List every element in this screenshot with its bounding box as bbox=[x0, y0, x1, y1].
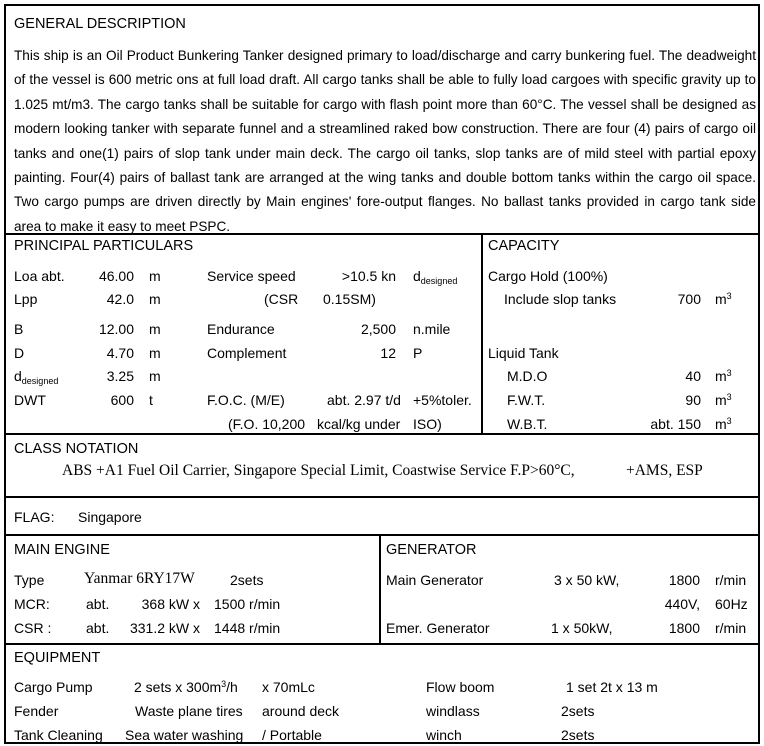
emergency-generator-output: 1 x 50kW, bbox=[551, 620, 613, 636]
emergency-generator-speed-unit: r/min bbox=[715, 620, 747, 636]
main-generator-output: 3 x 50 kW, bbox=[554, 572, 620, 588]
slop-tanks-unit: $m^3$ bbox=[715, 291, 732, 307]
mcr-label: MCR: bbox=[14, 596, 50, 612]
wbt-value: abt. 150 bbox=[650, 416, 701, 432]
lpp-value: 42.0 bbox=[106, 291, 134, 307]
wbt-unit: $m^3$ bbox=[715, 416, 732, 432]
breadth-unit: m bbox=[149, 321, 161, 337]
engine-type-label: Type bbox=[14, 572, 45, 588]
class-notation-extra: +AMS, ESP bbox=[626, 462, 703, 479]
emergency-generator-label: Emer. Generator bbox=[386, 620, 490, 636]
fwt-unit: $m^3$ bbox=[715, 392, 732, 408]
loa-label: Loa abt. bbox=[14, 268, 65, 284]
fo-calorific-b: kcal/kg under bbox=[317, 416, 401, 432]
cargo-pump-head: x 70mLc bbox=[262, 679, 315, 695]
mcr-power: 368 kW x bbox=[141, 596, 200, 612]
cargo-pump-spec: 2 sets x $300m^3/h$ bbox=[134, 679, 238, 695]
depth-label: D bbox=[14, 345, 25, 361]
mdo-unit: $m^3$ bbox=[715, 368, 732, 384]
generator-voltage: 440V, bbox=[664, 596, 700, 612]
breadth-value: 12.00 bbox=[98, 321, 134, 337]
endurance-value: 2,500 bbox=[360, 321, 396, 337]
tank-cleaning-type: / Portable bbox=[262, 727, 322, 743]
service-speed-condition: $d_{designed}$ bbox=[413, 268, 458, 286]
foc-label: F.O.C. (M/E) bbox=[207, 392, 285, 408]
main-generator-label: Main Generator bbox=[386, 572, 484, 588]
fwt-label: F.W.T. bbox=[507, 392, 546, 408]
divider bbox=[6, 643, 758, 645]
main-generator-speed: 1800 bbox=[668, 572, 700, 588]
flag-value: Singapore bbox=[78, 509, 142, 525]
mcr-speed: 1500 r/min bbox=[214, 596, 281, 612]
cargo-pump-label: Cargo Pump bbox=[14, 679, 93, 695]
mdo-label: M.D.O bbox=[507, 368, 548, 384]
csr-open: (CSR bbox=[264, 291, 299, 307]
divider bbox=[6, 534, 758, 536]
draft-label: $d_{designed}$ bbox=[14, 368, 59, 386]
slop-tanks-label: Include slop tanks bbox=[504, 291, 617, 307]
draft-unit: m bbox=[149, 368, 161, 384]
spec-sheet bbox=[4, 4, 760, 744]
csr-abt: abt. bbox=[86, 620, 110, 636]
flag-label: FLAG: bbox=[14, 509, 55, 525]
csr-power: 331.2 kW x bbox=[129, 620, 200, 636]
endurance-label: Endurance bbox=[207, 321, 275, 337]
csr-speed: 1448 r/min bbox=[214, 620, 281, 636]
fo-calorific-c: ISO) bbox=[413, 416, 442, 432]
dwt-label: DWT bbox=[14, 392, 46, 408]
dwt-unit: t bbox=[149, 392, 153, 408]
foc-value: abt. 2.97 t/d bbox=[327, 392, 401, 408]
complement-value: 12 bbox=[380, 345, 396, 361]
engine-quantity: 2sets bbox=[230, 572, 264, 588]
class-notation-text: ABS +A1 Fuel Oil Carrier, Singapore Special Limit, Coastwise Service F.P>60°C, bbox=[62, 462, 575, 479]
general-description-text: This ship is an Oil Product Bunkering Tanker designed primary to load/discharge and carry bunkering fuel. The deadweight of the vessel is 600 metric ons at full load draft. All cargo tanks shall be able to fully load cargoes with specific gravity up to 1.025 mt/m3. The cargo tanks shall be suitable for cargo with flash point more than 60°C. The vessel shall be designed as modern looking tanker with separate funnel and a streamlined raked bow construction. There are four (4) pairs of cargo oil tanks and one(1) pairs of slop tank under main deck. The cargo oil tanks, slop tanks are of mild steel with partial epoxy painting. Four(4) pairs of ballast tank are arranged at the wing tanks and double bottom tanks within the cargo oil space. Two cargo pumps are driven directly by Main engines' fore-output flanges. No ballast tanks provided in cargo tank side area to make it easy to meet PSPC. bbox=[14, 48, 756, 234]
divider bbox=[481, 233, 483, 433]
windlass-quantity: 2sets bbox=[561, 703, 595, 719]
mdo-value: 40 bbox=[685, 368, 701, 384]
winch-label: winch bbox=[426, 727, 462, 743]
equipment-title: EQUIPMENT bbox=[14, 650, 101, 666]
csr-label: CSR : bbox=[14, 620, 52, 636]
slop-tanks-value: 700 bbox=[677, 291, 701, 307]
generator-frequency: 60Hz bbox=[715, 596, 748, 612]
csr-value: 0.15SM) bbox=[323, 291, 376, 307]
wbt-label: W.B.T. bbox=[507, 416, 548, 432]
fo-calorific-a: (F.O. 10,200 bbox=[228, 416, 306, 432]
flow-boom-label: Flow boom bbox=[426, 679, 495, 695]
tank-cleaning-spec: Sea water washing bbox=[125, 727, 244, 743]
liquid-tank-label: Liquid Tank bbox=[488, 345, 559, 361]
main-generator-speed-unit: r/min bbox=[715, 572, 747, 588]
depth-unit: m bbox=[149, 345, 161, 361]
divider bbox=[6, 433, 758, 435]
fender-location: around deck bbox=[262, 703, 340, 719]
loa-unit: m bbox=[149, 268, 161, 284]
windlass-label: windlass bbox=[426, 703, 480, 719]
complement-label: Complement bbox=[207, 345, 287, 361]
dwt-value: 600 bbox=[110, 392, 134, 408]
loa-value: 46.00 bbox=[98, 268, 134, 284]
breadth-label: B bbox=[14, 321, 24, 337]
generator-title: GENERATOR bbox=[386, 542, 477, 558]
service-speed-value: >10.5 kn bbox=[341, 268, 396, 284]
fwt-value: 90 bbox=[685, 392, 701, 408]
flow-boom-spec: 1 set 2t x 13 m bbox=[566, 679, 658, 695]
tank-cleaning-label: Tank Cleaning bbox=[14, 727, 103, 743]
depth-value: 4.70 bbox=[106, 345, 134, 361]
lpp-label: Lpp bbox=[14, 291, 38, 307]
main-engine-title: MAIN ENGINE bbox=[14, 542, 110, 558]
capacity-title: CAPACITY bbox=[488, 238, 560, 254]
service-speed-label: Service speed bbox=[207, 268, 296, 284]
mcr-abt: abt. bbox=[86, 596, 110, 612]
principal-particulars-title: PRINCIPAL PARTICULARS bbox=[14, 238, 194, 254]
emergency-generator-speed: 1800 bbox=[668, 620, 700, 636]
fender-spec: Waste plane tires bbox=[135, 703, 243, 719]
engine-type-value: Yanmar 6RY17W bbox=[84, 570, 195, 587]
divider bbox=[379, 534, 381, 643]
lpp-unit: m bbox=[149, 291, 161, 307]
foc-tolerance: +5%toler. bbox=[413, 392, 472, 408]
complement-unit: P bbox=[413, 345, 423, 361]
winch-quantity: 2sets bbox=[561, 727, 595, 743]
general-description-title: GENERAL DESCRIPTION bbox=[14, 16, 186, 32]
cargo-hold-label: Cargo Hold (100%) bbox=[488, 268, 608, 284]
fender-label: Fender bbox=[14, 703, 59, 719]
draft-value: 3.25 bbox=[106, 368, 134, 384]
class-notation-title: CLASS NOTATION bbox=[14, 441, 139, 457]
endurance-unit: n.mile bbox=[413, 321, 451, 337]
divider bbox=[6, 496, 758, 498]
